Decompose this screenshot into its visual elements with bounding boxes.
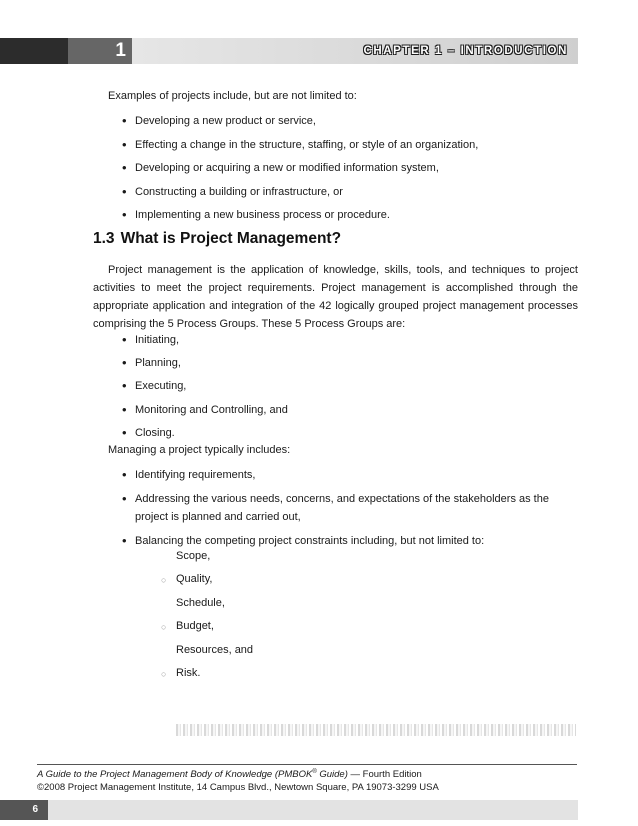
list-item [160,618,253,641]
constraint-label: Resources, and [176,643,254,656]
section-heading [93,230,341,248]
constraint-label: Scope, [176,550,211,562]
list-item: • Balancing the competing project constraints including, but not limited to: [120,533,578,549]
managing-intro: Managing a project typically includes: [108,444,291,456]
edition-label: — Fourth Edition [347,769,422,781]
list-item: • Implementing a new business process or procedure. [120,207,478,231]
list-item [160,548,253,571]
scan-artifact [176,724,576,736]
chapter-title: CHAPTER 1 – INTRODUCTION [363,45,568,57]
list-item: • Closing. [120,425,288,448]
body-paragraph: Project management is the application of knowledge, skills, tools, and techniques to project activities to meet the project requirements. Project management is accomplished through the appropriate application and integration of the 42 logically grouped project management processes comprising the 5 Process Groups. These 5 Process Groups are: [93,264,578,330]
constraints-list [160,548,253,688]
list-item [160,595,253,618]
list-item: • Planning, [120,355,288,378]
header-light-block [132,38,578,64]
footer-rule [37,764,577,765]
list-item [160,571,253,594]
header-dark-block [0,38,68,64]
section-number: 1.3 [93,230,115,247]
list-item: • Effecting a change in the structure, staffing, or style of an organization, [120,137,478,161]
circle-bullet-icon: ○ [161,668,167,679]
list-item [160,665,253,688]
list-item: • Executing, [120,378,288,401]
list-item [160,642,253,665]
managing-list [120,467,578,556]
chapter-number: 1 [68,38,132,64]
examples-intro: Examples of projects include, but are not limited to: [108,90,357,102]
list-item: • Monitoring and Controlling, and [120,402,288,425]
list-item: • Developing or acquiring a new or modified information system, [120,160,478,184]
list-item: • Addressing the various needs, concerns, and expectations of the stakeholders as the project is planned and carried out, [120,490,578,526]
section-title: What is Project Management? [120,230,342,247]
guide-suffix: Guide) [316,769,348,781]
circle-bullet-icon: ○ [161,575,167,586]
circle-bullet-icon: ○ [161,622,167,633]
footer-copyright: ©2008 Project Management Institute, 14 Campus Blvd., Newtown Square, PA 19073-3299 USA [37,782,439,793]
chapter-header-band [0,38,578,64]
guide-title: A Guide to the Project Management Body of Knowledge (PMBOK [37,769,313,781]
page-number: 6 [0,800,48,820]
footer-bar [48,800,578,820]
constraint-label: Quality, [176,573,213,586]
registered-mark: ® [312,769,317,775]
constraint-label: Schedule, [176,596,225,609]
list-item: • Constructing a building or infrastructure, or [120,184,478,208]
examples-list [120,113,478,231]
list-item: • Identifying requirements, [120,467,578,483]
list-item: • Initiating, [120,332,288,355]
footer-guide-title [37,769,422,780]
constraint-label: Risk. [176,666,201,679]
list-item: • Developing a new product or service, [120,113,478,137]
process-groups-list [120,332,288,448]
constraint-label: Budget, [176,620,214,633]
